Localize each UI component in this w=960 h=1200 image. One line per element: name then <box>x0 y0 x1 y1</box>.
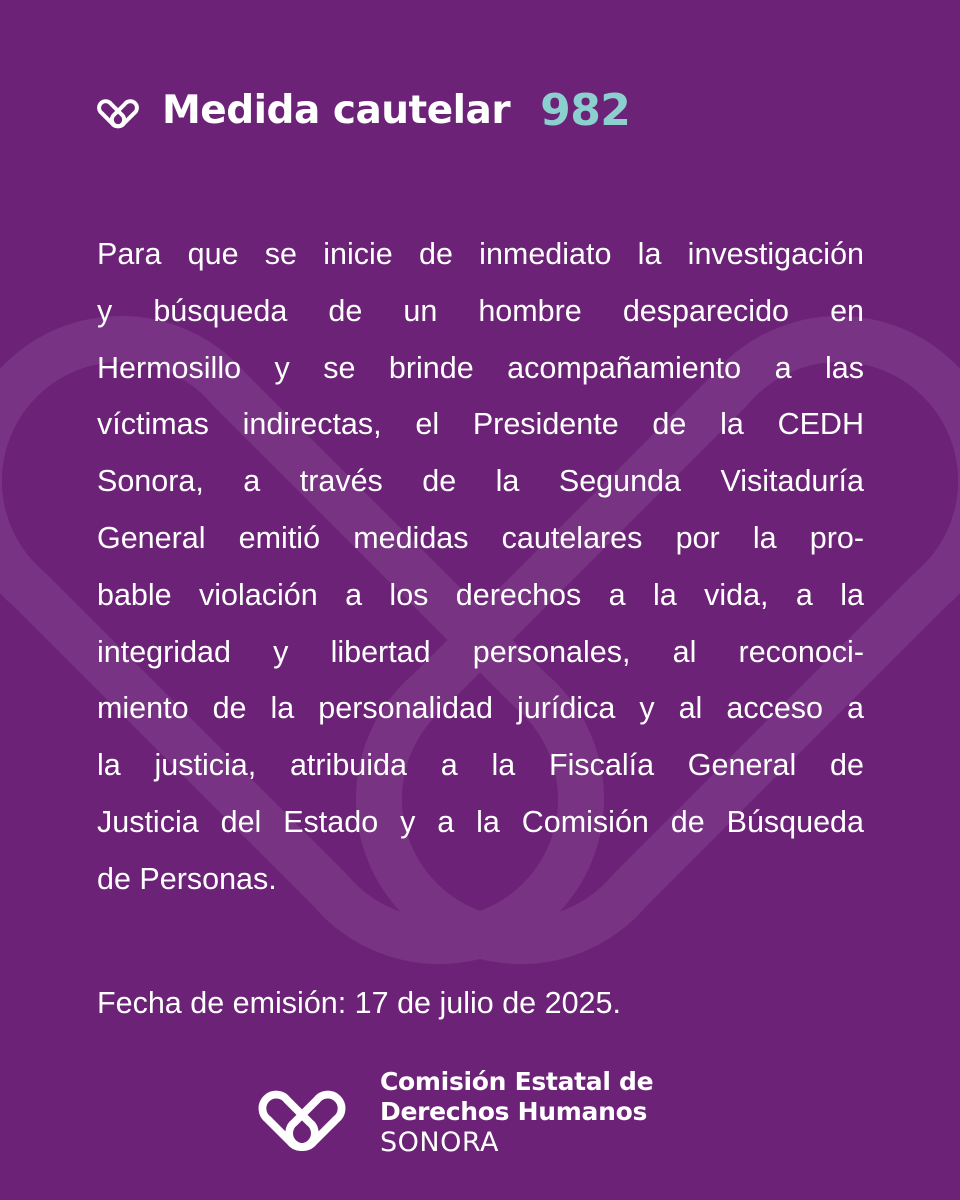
issue-date: Fecha de emisión: 17 de julio de 2025. <box>97 986 621 1020</box>
body-line: miento de la personalidad jurídica y al acceso a <box>97 691 864 726</box>
measure-number: 982 <box>540 84 631 136</box>
body-line: bable violación a los derechos a la vida, a la <box>97 577 864 612</box>
body-line: Para que se inicie de inmediato la investigación <box>97 237 864 271</box>
body-line: Sonora, a través de la Segunda Visitaduría <box>97 464 864 499</box>
interlaced-loops-icon <box>256 1066 348 1160</box>
body-paragraph <box>97 226 864 908</box>
body-line: Justicia del Estado y a la Comisión de Búsqueda <box>97 804 864 839</box>
org-name-line-1: Comisión Estatal de <box>380 1067 654 1096</box>
footer-logo <box>256 1066 653 1160</box>
interlaced-loops-icon <box>96 88 140 132</box>
body-line: Hermosillo y se brinde acompañamiento a las <box>97 350 864 385</box>
body-line: víctimas indirectas, el Presidente de la CEDH <box>97 407 864 442</box>
org-state: SONORA <box>380 1127 499 1158</box>
body-line: y búsqueda de un hombre desparecido en <box>97 293 864 328</box>
body-line: de Personas. <box>97 861 277 896</box>
body-line: General emitió medidas cautelares por la pro- <box>97 520 864 555</box>
body-line: integridad y libertad personales, al reconoci- <box>97 634 864 669</box>
body-line: la justicia, atribuida a la Fiscalía General de <box>97 748 864 783</box>
org-name-line-2: Derechos Humanos <box>380 1097 648 1126</box>
header <box>96 80 630 140</box>
organization-name <box>380 1067 653 1159</box>
page-title: Medida cautelar <box>162 87 511 133</box>
